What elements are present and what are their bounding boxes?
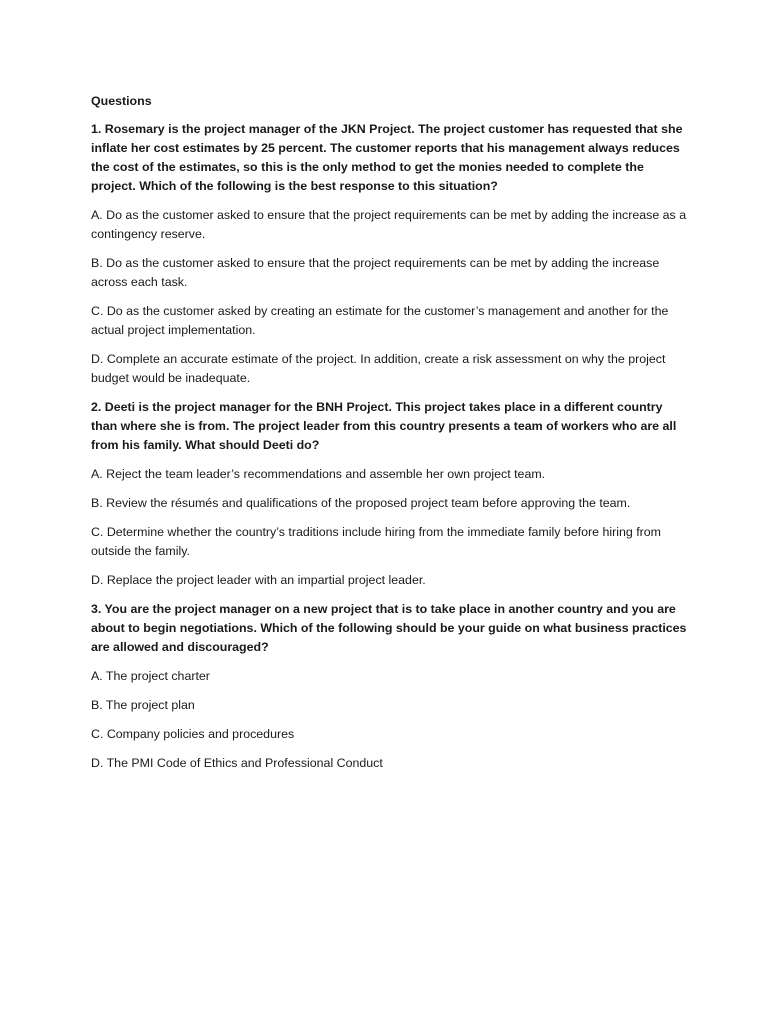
question-2-prompt: 2. Deeti is the project manager for the BNH Project. This project takes place in a different country than where she is from. The project leader from this country presents a team of workers who are all from his family. What should Deeti do? (91, 400, 677, 452)
question-2-option-c: C. Determine whether the country’s traditions include hiring from the immediate family before hiring from outside the family. (91, 525, 661, 558)
question-3-option-a: A. The project charter (91, 669, 210, 683)
question-1-option-b: B. Do as the customer asked to ensure that the project requirements can be met by adding the increase across each task. (91, 256, 660, 289)
question-1-option-c: C. Do as the customer asked by creating an estimate for the customer’s management and another for the actual project implementation. (91, 304, 669, 337)
question-3-option-d: D. The PMI Code of Ethics and Professional Conduct (91, 756, 383, 770)
question-1-option-a: A. Do as the customer asked to ensure that the project requirements can be met by adding the increase as a contingency reserve. (91, 208, 687, 241)
question-2-option-a: A. Reject the team leader’s recommendations and assemble her own project team. (91, 467, 546, 481)
question-3-option-c: C. Company policies and procedures (91, 727, 295, 741)
question-2-option-d: D. Replace the project leader with an impartial project leader. (91, 573, 426, 587)
question-2-option-b: B. Review the résumés and qualifications of the proposed project team before approving the team. (91, 496, 631, 510)
document-page (91, 92, 691, 783)
question-1-option-d: D. Complete an accurate estimate of the project. In addition, create a risk assessment on why the project budget would be inadequate. (91, 352, 666, 385)
question-1-prompt: 1. Rosemary is the project manager of the JKN Project. The project customer has requested that she inflate her cost estimates by 25 percent. The customer reports that his management always reduces the cost of the estimates, so this is the only method to get the monies needed to complete the project. Which of the following is the best response to this situation? (91, 122, 683, 193)
question-3-prompt: 3. You are the project manager on a new project that is to take place in another country and you are about to begin negotiations. Which of the following should be your guide on what business practices are allowed and discouraged? (91, 602, 687, 654)
questions-heading: Questions (91, 94, 152, 108)
question-3-option-b: B. The project plan (91, 698, 195, 712)
